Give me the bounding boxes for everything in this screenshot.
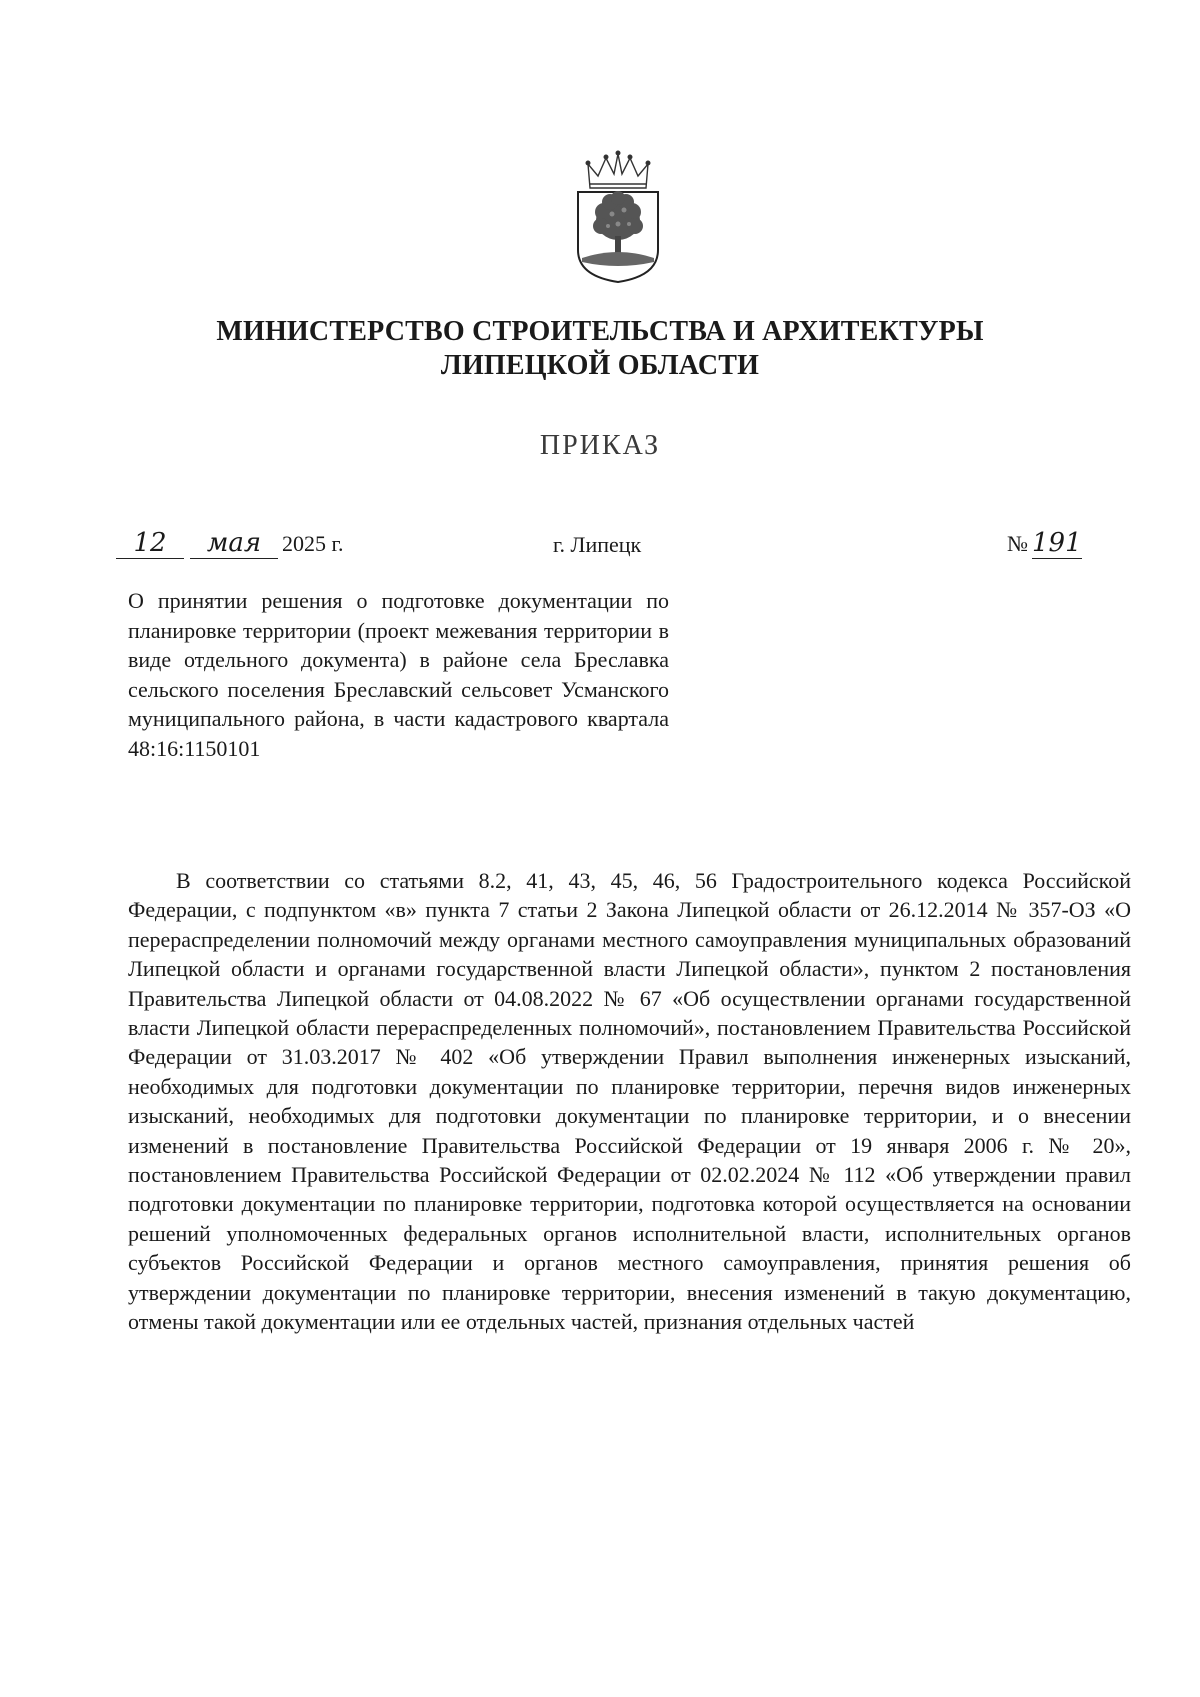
document-date <box>116 528 344 558</box>
ministry-name-line1: МИНИСТЕРСТВО СТРОИТЕЛЬСТВА И АРХИТЕКТУРЫ <box>216 316 984 347</box>
document-city: г. Липецк <box>553 532 642 557</box>
number-prefix: № <box>1007 531 1028 556</box>
date-month-handwritten: мая <box>190 528 278 559</box>
ministry-name-line2: ЛИПЕЦКОЙ ОБЛАСТИ <box>440 350 760 381</box>
document-number <box>1007 528 1082 559</box>
ministry-name <box>0 315 1200 383</box>
lipetsk-coat-of-arms-icon <box>568 150 668 285</box>
document-body-paragraph: В соответствии со статьями 8.2, 41, 43, 45, 46, 56 Градостроительного кодекса Российской Федерации, с подпунктом «в» пункта 7 статьи 2 Закона Липецкой области от 26.12.2014 № 357-ОЗ «О перераспределении полномочий между органами местного самоуправления муниципальных образований Липецкой области и органами государственной власти Липецкой области», пунктом 2 постановления Правительства Липецкой области от 04.08.2022 № 67 «Об осуществлении органами государственной власти Липецкой области перераспределенных полномочий», постановлением Правительства Российской Федерации от 31.03.2017 № 402 «Об утверждении Правил выполнения инженерных изысканий, необходимых для подготовки документации по планировке территории, перечня видов инженерных изысканий, необходимых для подготовки документации по планировке территории, и о внесении изменений в постановление Правительства Российской Федерации от 19 января 2006 г. № 20», постановлением Правительства Российской Федерации от 02.02.2024 № 112 «Об утверждении правил подготовки документации по планировке территории, подготовка которой осуществляется на основании решений уполномоченных федеральных органов исполнительной власти, исполнительных органов субъектов Российской Федерации и органов местного самоуправления, принятия решения об утверждении документации по планировке территории, внесения изменений в такую документацию, отмены такой документации или ее отдельных частей, признания отдельных частей <box>128 868 1131 1335</box>
date-year: 2025 г. <box>282 531 344 556</box>
number-value-handwritten: 191 <box>1032 528 1082 558</box>
document-subject: О принятии решения о подготовке документации по планировке территории (проект межевания территории в виде отдельного документа) в районе села Бреславка сельского поселения Бреславский сельсовет Усманского муниципального района, в части кадастрового квартала 48:16:1150101 <box>128 588 669 761</box>
document-type-title: ПРИКАЗ <box>539 430 661 461</box>
date-day-handwritten: 12 <box>116 528 184 559</box>
